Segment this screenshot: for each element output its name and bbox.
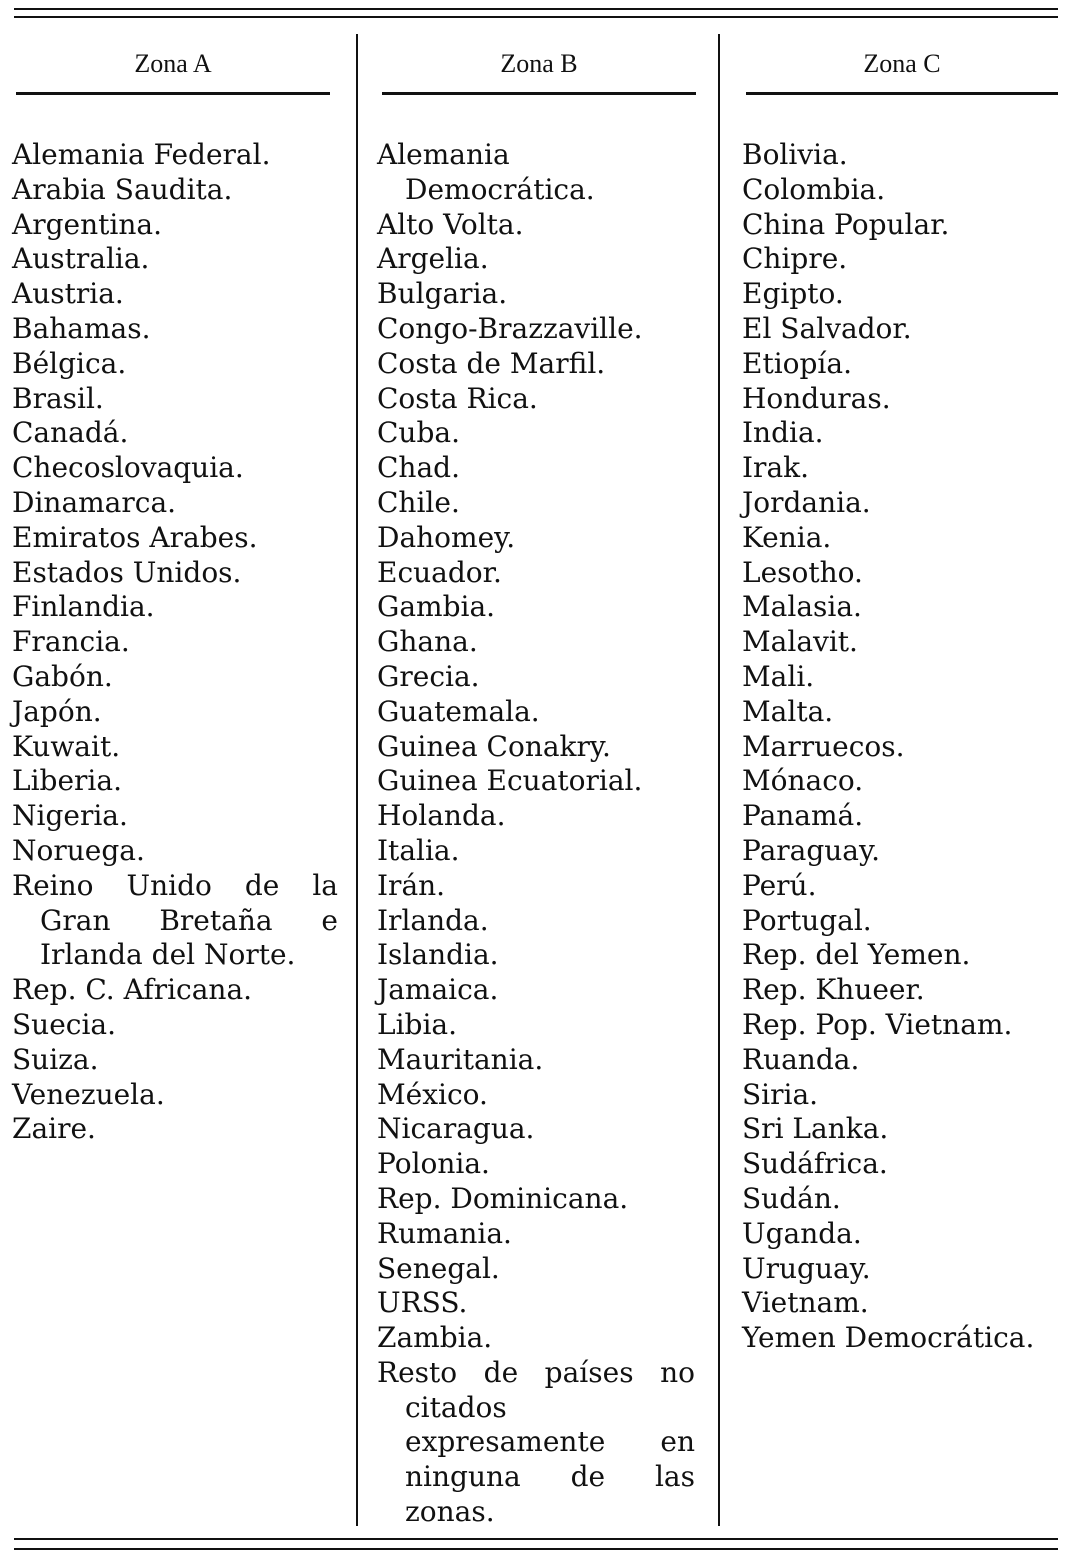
zone-b-country-list — [377, 138, 695, 1530]
country-item: Guinea Ecuatorial. — [377, 764, 643, 798]
country-item: Malasia. — [742, 590, 862, 624]
country-item: Kenia. — [742, 520, 832, 554]
country-item: Australia. — [12, 242, 150, 276]
country-item: Chile. — [377, 485, 460, 519]
bottom-rule-inner — [14, 1548, 1058, 1550]
country-item: Mónaco. — [742, 764, 864, 798]
country-item: Rep. Pop. Vietnam. — [742, 1007, 1013, 1041]
top-rule-outer — [14, 8, 1058, 10]
column-divider-2 — [718, 34, 720, 1526]
zone-a-header-rule — [16, 92, 330, 95]
column-divider-1 — [356, 34, 358, 1526]
country-item: Honduras. — [742, 381, 891, 415]
country-item: Gabón. — [12, 659, 113, 693]
country-item: Alto Volta. — [377, 207, 524, 241]
zone-b-header: Zona B — [500, 49, 578, 78]
top-rule-inner — [14, 16, 1058, 18]
country-item: Guinea Conakry. — [377, 729, 611, 763]
country-item: Brasil. — [12, 381, 104, 415]
country-item: Chad. — [377, 451, 460, 485]
country-item: El Salvador. — [742, 311, 912, 345]
bottom-rule-outer — [14, 1538, 1058, 1540]
country-item: Zambia. — [377, 1321, 493, 1355]
country-item: Congo-Brazzaville. — [377, 311, 643, 345]
country-item: Argentina. — [12, 207, 162, 241]
country-item: Lesotho. — [742, 555, 863, 589]
zone-c-header: Zona C — [863, 49, 941, 78]
zone-b-header-rule — [382, 92, 696, 95]
country-item: Suecia. — [12, 1007, 117, 1041]
country-item: Nicaragua. — [377, 1112, 535, 1146]
country-item: Irak. — [742, 451, 810, 485]
zone-a-header: Zona A — [134, 49, 212, 78]
country-item: Holanda. — [377, 799, 506, 833]
country-item: Vietnam. — [742, 1286, 869, 1320]
country-item: Guatemala. — [377, 694, 540, 728]
zone-a-country-list — [12, 138, 338, 1147]
country-item: Panamá. — [742, 799, 864, 833]
country-item: Islandia. — [377, 938, 499, 972]
country-item: Sudán. — [742, 1181, 841, 1215]
country-item: Rumania. — [377, 1216, 512, 1250]
country-item: Jamaica. — [377, 973, 499, 1007]
country-item: Uganda. — [742, 1216, 862, 1250]
country-item: Sudáfrica. — [742, 1147, 888, 1181]
country-item: Costa de Marfil. — [377, 346, 606, 380]
country-item: Reino Unido de la Gran Bretaña e Irlanda del Norte. — [12, 868, 338, 972]
country-item: Polonia. — [377, 1147, 490, 1181]
country-item: Resto de países no citados expresamente en ninguna de las zonas. — [377, 1355, 695, 1529]
country-item: Alemania Federal. — [12, 138, 271, 171]
country-item: Liberia. — [12, 764, 122, 798]
country-item: Japón. — [12, 694, 102, 728]
country-item: Gambia. — [377, 590, 496, 624]
country-item: Argelia. — [377, 242, 489, 276]
country-item: Cuba. — [377, 416, 460, 450]
country-item: India. — [742, 416, 824, 450]
country-item: Austria. — [12, 277, 124, 311]
country-item: Rep. Dominicana. — [377, 1181, 629, 1215]
country-item: Ruanda. — [742, 1042, 860, 1076]
country-item: China Popular. — [742, 207, 950, 241]
country-item: Rep. del Yemen. — [742, 938, 971, 972]
country-item: Francia. — [12, 625, 130, 659]
country-item: Irlanda. — [377, 903, 489, 937]
country-item: Colombia. — [742, 172, 886, 206]
country-item: Jordania. — [742, 485, 871, 519]
country-item: Bolivia. — [742, 138, 848, 171]
country-item: Ghana. — [377, 625, 478, 659]
country-item: Italia. — [377, 833, 460, 867]
country-item: Dahomey. — [377, 520, 516, 554]
country-item: Arabia Saudita. — [12, 172, 233, 206]
country-item: Emiratos Arabes. — [12, 520, 258, 554]
country-item: Marruecos. — [742, 729, 905, 763]
country-item: Malavit. — [742, 625, 858, 659]
country-item: Venezuela. — [12, 1077, 165, 1111]
country-item: Suiza. — [12, 1042, 99, 1076]
country-item: Estados Unidos. — [12, 555, 242, 589]
country-item: Bulgaria. — [377, 277, 508, 311]
country-item: Zaire. — [12, 1112, 96, 1146]
country-item: Chipre. — [742, 242, 848, 276]
country-item: Paraguay. — [742, 833, 881, 867]
country-item: Mali. — [742, 659, 815, 693]
country-item: Costa Rica. — [377, 381, 538, 415]
country-item: Finlandia. — [12, 590, 155, 624]
country-item: Rep. Khueer. — [742, 973, 925, 1007]
country-item: Siria. — [742, 1077, 819, 1111]
country-item: Senegal. — [377, 1251, 500, 1285]
country-item: Checoslovaquia. — [12, 451, 244, 485]
country-item: Perú. — [742, 868, 817, 902]
country-item: URSS. — [377, 1286, 468, 1320]
country-item: Mauritania. — [377, 1042, 544, 1076]
country-item: Irán. — [377, 868, 446, 902]
country-item: Sri Lanka. — [742, 1112, 889, 1146]
country-item: Malta. — [742, 694, 834, 728]
country-item: Dinamarca. — [12, 485, 177, 519]
country-item: Bahamas. — [12, 311, 151, 345]
country-item: Nigeria. — [12, 799, 128, 833]
country-item: Alemania Democrática. — [377, 138, 595, 206]
country-item: Portugal. — [742, 903, 872, 937]
zone-c-header-rule — [746, 92, 1058, 95]
country-item: Rep. C. Africana. — [12, 973, 253, 1007]
country-item: Etiopía. — [742, 346, 852, 380]
country-item: Libia. — [377, 1007, 458, 1041]
country-item: Bélgica. — [12, 346, 127, 380]
country-item: Yemen Democrática. — [742, 1321, 1035, 1355]
country-item: Grecia. — [377, 659, 480, 693]
country-item: Noruega. — [12, 833, 145, 867]
country-item: Ecuador. — [377, 555, 502, 589]
zone-c-country-list — [742, 138, 1060, 1356]
country-item: Uruguay. — [742, 1251, 871, 1285]
country-item: Kuwait. — [12, 729, 121, 763]
country-item: México. — [377, 1077, 488, 1111]
country-item: Canadá. — [12, 416, 129, 450]
country-item: Egipto. — [742, 277, 844, 311]
